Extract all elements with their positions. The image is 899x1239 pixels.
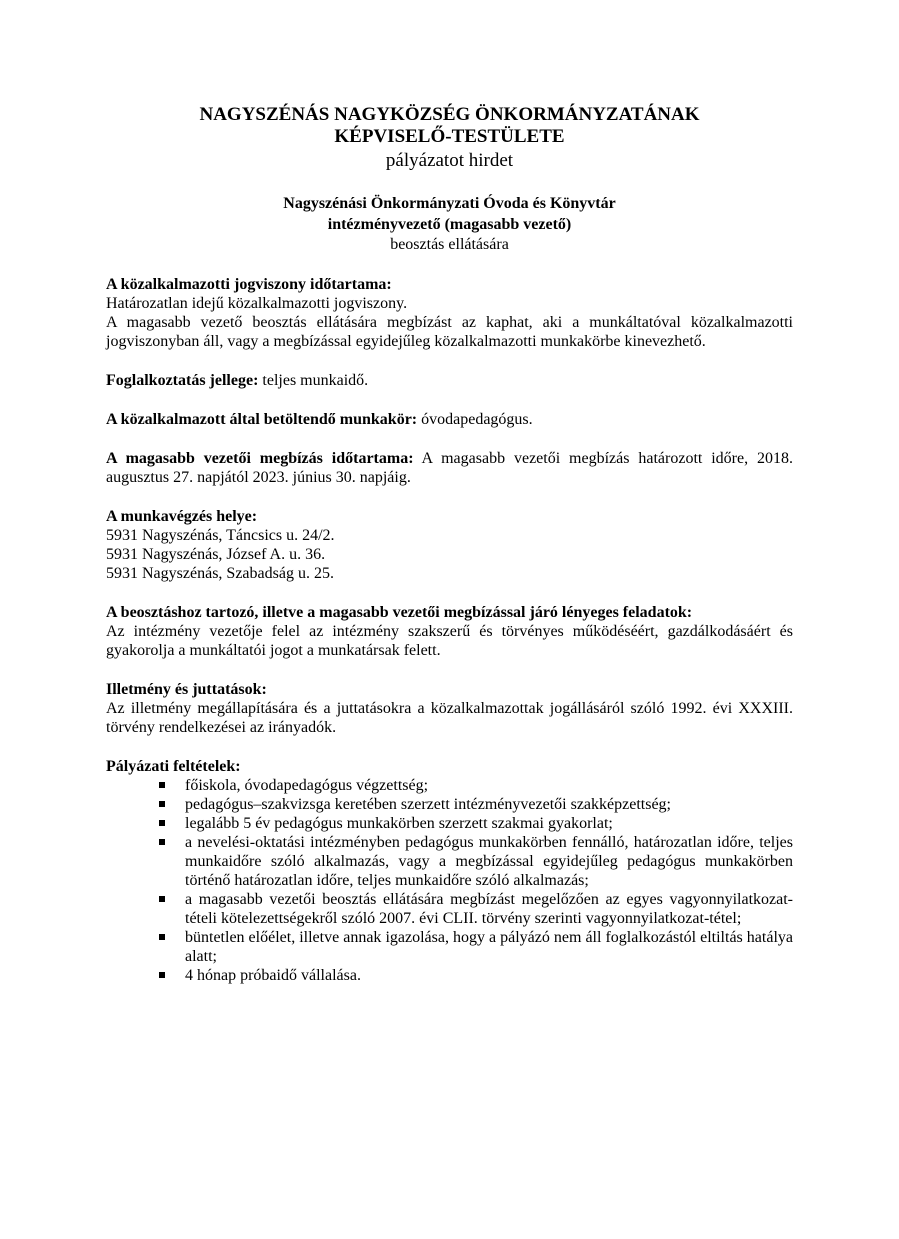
section-paragraph: Az illetmény megállapítására és a juttatásokra a közalkalmazottak jogállásáról szóló 1992. évi XXXIII. törvény rendelkezései az irányadók. [106, 700, 793, 736]
address-line: 5931 Nagyszénás, Táncsics u. 24/2. [106, 527, 335, 544]
section-heading: Illetmény és juttatások: [106, 681, 267, 698]
section-heading: Foglalkoztatás jellege: [106, 372, 259, 389]
section-heading: A beosztáshoz tartozó, illetve a magasabb vezetői megbízással járó lényeges feladatok: [106, 604, 693, 621]
section-text: Határozatlan idejű közalkalmazotti jogviszony. [106, 295, 408, 312]
position-title: intézményvezető (magasabb vezető) [327, 216, 572, 233]
position-block [106, 193, 793, 255]
section-workplace [106, 507, 793, 583]
section-salary [106, 680, 793, 737]
list-item: legalább 5 év pedagógus munkakörben szerzett szakmai gyakorlat; [185, 814, 793, 833]
section-tasks [106, 603, 793, 660]
section-heading: A közalkalmazotti jogviszony időtartama: [106, 276, 392, 293]
requirements-list [106, 776, 793, 985]
section-value: teljes munkaidő. [258, 372, 369, 389]
section-duration [106, 275, 793, 351]
document-title-line-1: NAGYSZÉNÁS NAGYKÖZSÉG ÖNKORMÁNYZATÁNAK [199, 104, 700, 125]
document-subtitle: pályázatot hirdet [385, 150, 514, 171]
position-institution: Nagyszénási Önkormányzati Óvoda és Könyvtár [283, 195, 616, 212]
section-value: óvodapedagógus. [417, 411, 533, 428]
address-line: 5931 Nagyszénás, József A. u. 36. [106, 546, 326, 563]
section-mandate [106, 449, 793, 487]
list-item: főiskola, óvodapedagógus végzettség; [185, 776, 793, 795]
section-job [106, 410, 793, 429]
section-heading: Pályázati feltételek: [106, 758, 241, 775]
section-heading: A közalkalmazott által betöltendő munkakör: [106, 411, 418, 428]
list-item: pedagógus–szakvizsga keretében szerzett intézményvezetői szakképzettség; [185, 795, 793, 814]
title-block [106, 104, 793, 173]
section-requirements [106, 757, 793, 985]
section-value: A magasabb vezetői megbízás határozott időre, 2018. augusztus 27. napjától 2023. június 30. napjáig. [106, 450, 793, 486]
list-item: a nevelési-oktatási intézményben pedagógus munkakörben fennálló, határozatlan időre, teljes munkaidőre szóló alkalmazás, vagy a megbízással egyidejűleg pedagógus munkakörben történő határozatlan időre, teljes munkaidőre szóló alkalmazás; [185, 834, 793, 889]
address-line: 5931 Nagyszénás, Szabadság u. 25. [106, 565, 334, 582]
document-title-line-2: KÉPVISELŐ-TESTÜLETE [334, 126, 565, 147]
section-line [106, 410, 793, 429]
section-line [106, 371, 793, 390]
section-heading: A magasabb vezetői megbízás időtartama: [106, 450, 414, 467]
list-item: a magasabb vezetői beosztás ellátására megbízást megelőzően az egyes vagyonnyilatkozat-tételi kötelezettségekről szóló 2007. évi CLII. törvény szerinti vagyonnyilatkozat-tétel; [185, 891, 793, 927]
section-paragraph: A magasabb vezető beosztás ellátására megbízást az kaphat, aki a munkáltatóval közalkalmazotti jogviszonyban áll, vagy a megbízással egyidejűleg közalkalmazotti munkakörbe kinevezhető. [106, 314, 793, 350]
section-line [106, 449, 793, 487]
section-paragraph: Az intézmény vezetője felel az intézmény szakszerű és törvényes működéséért, gazdálkodásáért és gyakorolja a munkáltatói jogot a munkatársak felett. [106, 623, 793, 659]
list-item: 4 hónap próbaidő vállalása. [185, 966, 793, 985]
position-assignment: beosztás ellátására [390, 236, 509, 253]
list-item: büntetlen előélet, illetve annak igazolása, hogy a pályázó nem áll foglalkozástól eltiltás hatálya alatt; [185, 929, 793, 965]
section-employment [106, 371, 793, 390]
section-heading: A munkavégzés helye: [106, 508, 258, 525]
